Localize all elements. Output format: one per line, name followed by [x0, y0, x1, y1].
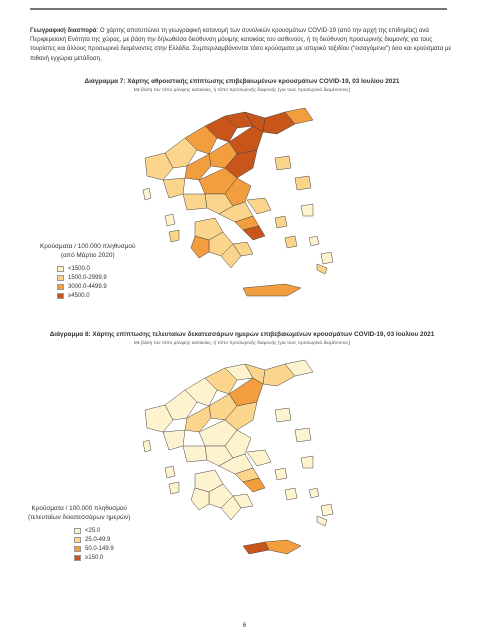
legend-item [74, 535, 130, 544]
region [295, 176, 311, 190]
region [275, 156, 291, 170]
diagram7-map [125, 98, 365, 308]
region [285, 236, 297, 248]
legend-swatch [57, 275, 64, 281]
top-rule [30, 8, 447, 10]
region [275, 468, 287, 480]
region [309, 488, 319, 498]
diagram8-map [125, 350, 365, 570]
legend-swatch [57, 293, 64, 299]
legend-item [57, 264, 135, 273]
region [243, 542, 269, 554]
legend-swatch [74, 555, 81, 561]
region [321, 252, 333, 264]
legend-swatch [57, 266, 64, 272]
diagram7-subtitle: Με βάση τον τόπο μόνιμης κατοικίας, ή τόπο προσωρινής διαμονής (για τους προσωρινά διαμένοντες) [133, 88, 351, 93]
legend-label: 1500.0-2999.9 [68, 274, 107, 281]
region [191, 488, 209, 510]
legend-item [74, 544, 130, 553]
legend-item [57, 282, 135, 291]
region [183, 194, 207, 210]
legend-label: 3000.0-4499.9 [68, 283, 107, 290]
legend-item [57, 273, 135, 282]
diagram8-legend-title-1: Κρούσματα / 100.000 πληθυσμού [31, 505, 127, 512]
region [143, 188, 151, 200]
island-regions [143, 408, 333, 554]
region [169, 482, 179, 494]
legend-item [74, 553, 130, 562]
diagram8-legend [28, 504, 130, 562]
diagram7-legend [40, 242, 135, 300]
legend-label: <1500.0 [68, 265, 90, 272]
region [285, 488, 297, 500]
region [183, 446, 207, 462]
region [169, 230, 179, 242]
diagram8-title: Διάγραμμα 8: Χάρτης επίπτωσης τελευταίων δεκατεσσάρων ημερών επιβεβαιωμένων κρουσμάτων COVID-19, 03 Ιουλίου 2021 [49, 331, 435, 338]
region [275, 216, 287, 228]
region [191, 236, 209, 258]
legend-label: 50.0-149.9 [85, 545, 114, 552]
legend-label: ≥4500.0 [68, 292, 90, 299]
region [143, 440, 151, 452]
region [265, 540, 301, 554]
diagram7-legend-title-2: (από Μάρτιο 2020) [60, 252, 115, 259]
region [163, 178, 185, 198]
diagram8-subtitle: Με βάση τον τόπο μόνιμης κατοικίας, ή τόπο προσωρινής διαμονής (για τους προσωρινά διαμένοντες) [133, 341, 351, 346]
diagram8-legend-title-2: (τελευταίων δεκατεσσάρων ημερών) [28, 514, 131, 521]
region [301, 456, 313, 468]
legend-label: 25.0-49.9 [85, 536, 111, 543]
legend-label: <25.0 [85, 527, 101, 534]
region [317, 516, 327, 526]
region [321, 504, 333, 516]
diagram7-legend-title-1: Κρούσματα / 100.000 πληθυσμού [40, 243, 136, 250]
region [163, 430, 185, 450]
region [295, 428, 311, 442]
region [165, 214, 175, 226]
page-number: 6 [242, 622, 247, 629]
diagram7-title: Διάγραμμα 7: Χάρτης αθροιστικής επίπτωσης επιβεβαιωμένων κρουσμάτων COVID-19, 03 Ιουλίου 2021 [84, 78, 400, 85]
region [309, 236, 319, 246]
legend-swatch [74, 528, 81, 534]
intro-label: Γεωγραφική διασπορά [30, 27, 97, 34]
legend-swatch [57, 284, 64, 290]
intro-text: : Ο χάρτης αποτυπώνει τη γεωγραφική κατανομή των συνολικών κρουσμάτων COVID-19 (από την αρχή της επιδημίας) ανά Περιφερειακή Ενότητα της χώρας, με βάση την δηλωθείσα διεύθυνση μόνιμης κατοικίας του ασθενούς, ή τη διεύθυνση προσωρινής διαμονής για τους τουρίστες και άλλους προσωρινά διαμένοντες στην Ελλάδα. Συμπεριλαμβάνονται τόσο κρούσματα με ιστορικό ταξιδίου ("εισαγόμενα") όσο και κρούσματα με πιθανή εγχώρια μετάδοση. [30, 27, 452, 62]
legend-swatch [74, 537, 81, 543]
legend-swatch [74, 546, 81, 552]
region [301, 204, 313, 216]
legend-item [57, 291, 135, 300]
region [243, 284, 301, 296]
legend-item [74, 526, 130, 535]
region [165, 466, 175, 478]
region [275, 408, 291, 422]
region [317, 264, 327, 274]
intro-paragraph [30, 26, 454, 63]
legend-label: ≥150.0 [85, 554, 104, 561]
